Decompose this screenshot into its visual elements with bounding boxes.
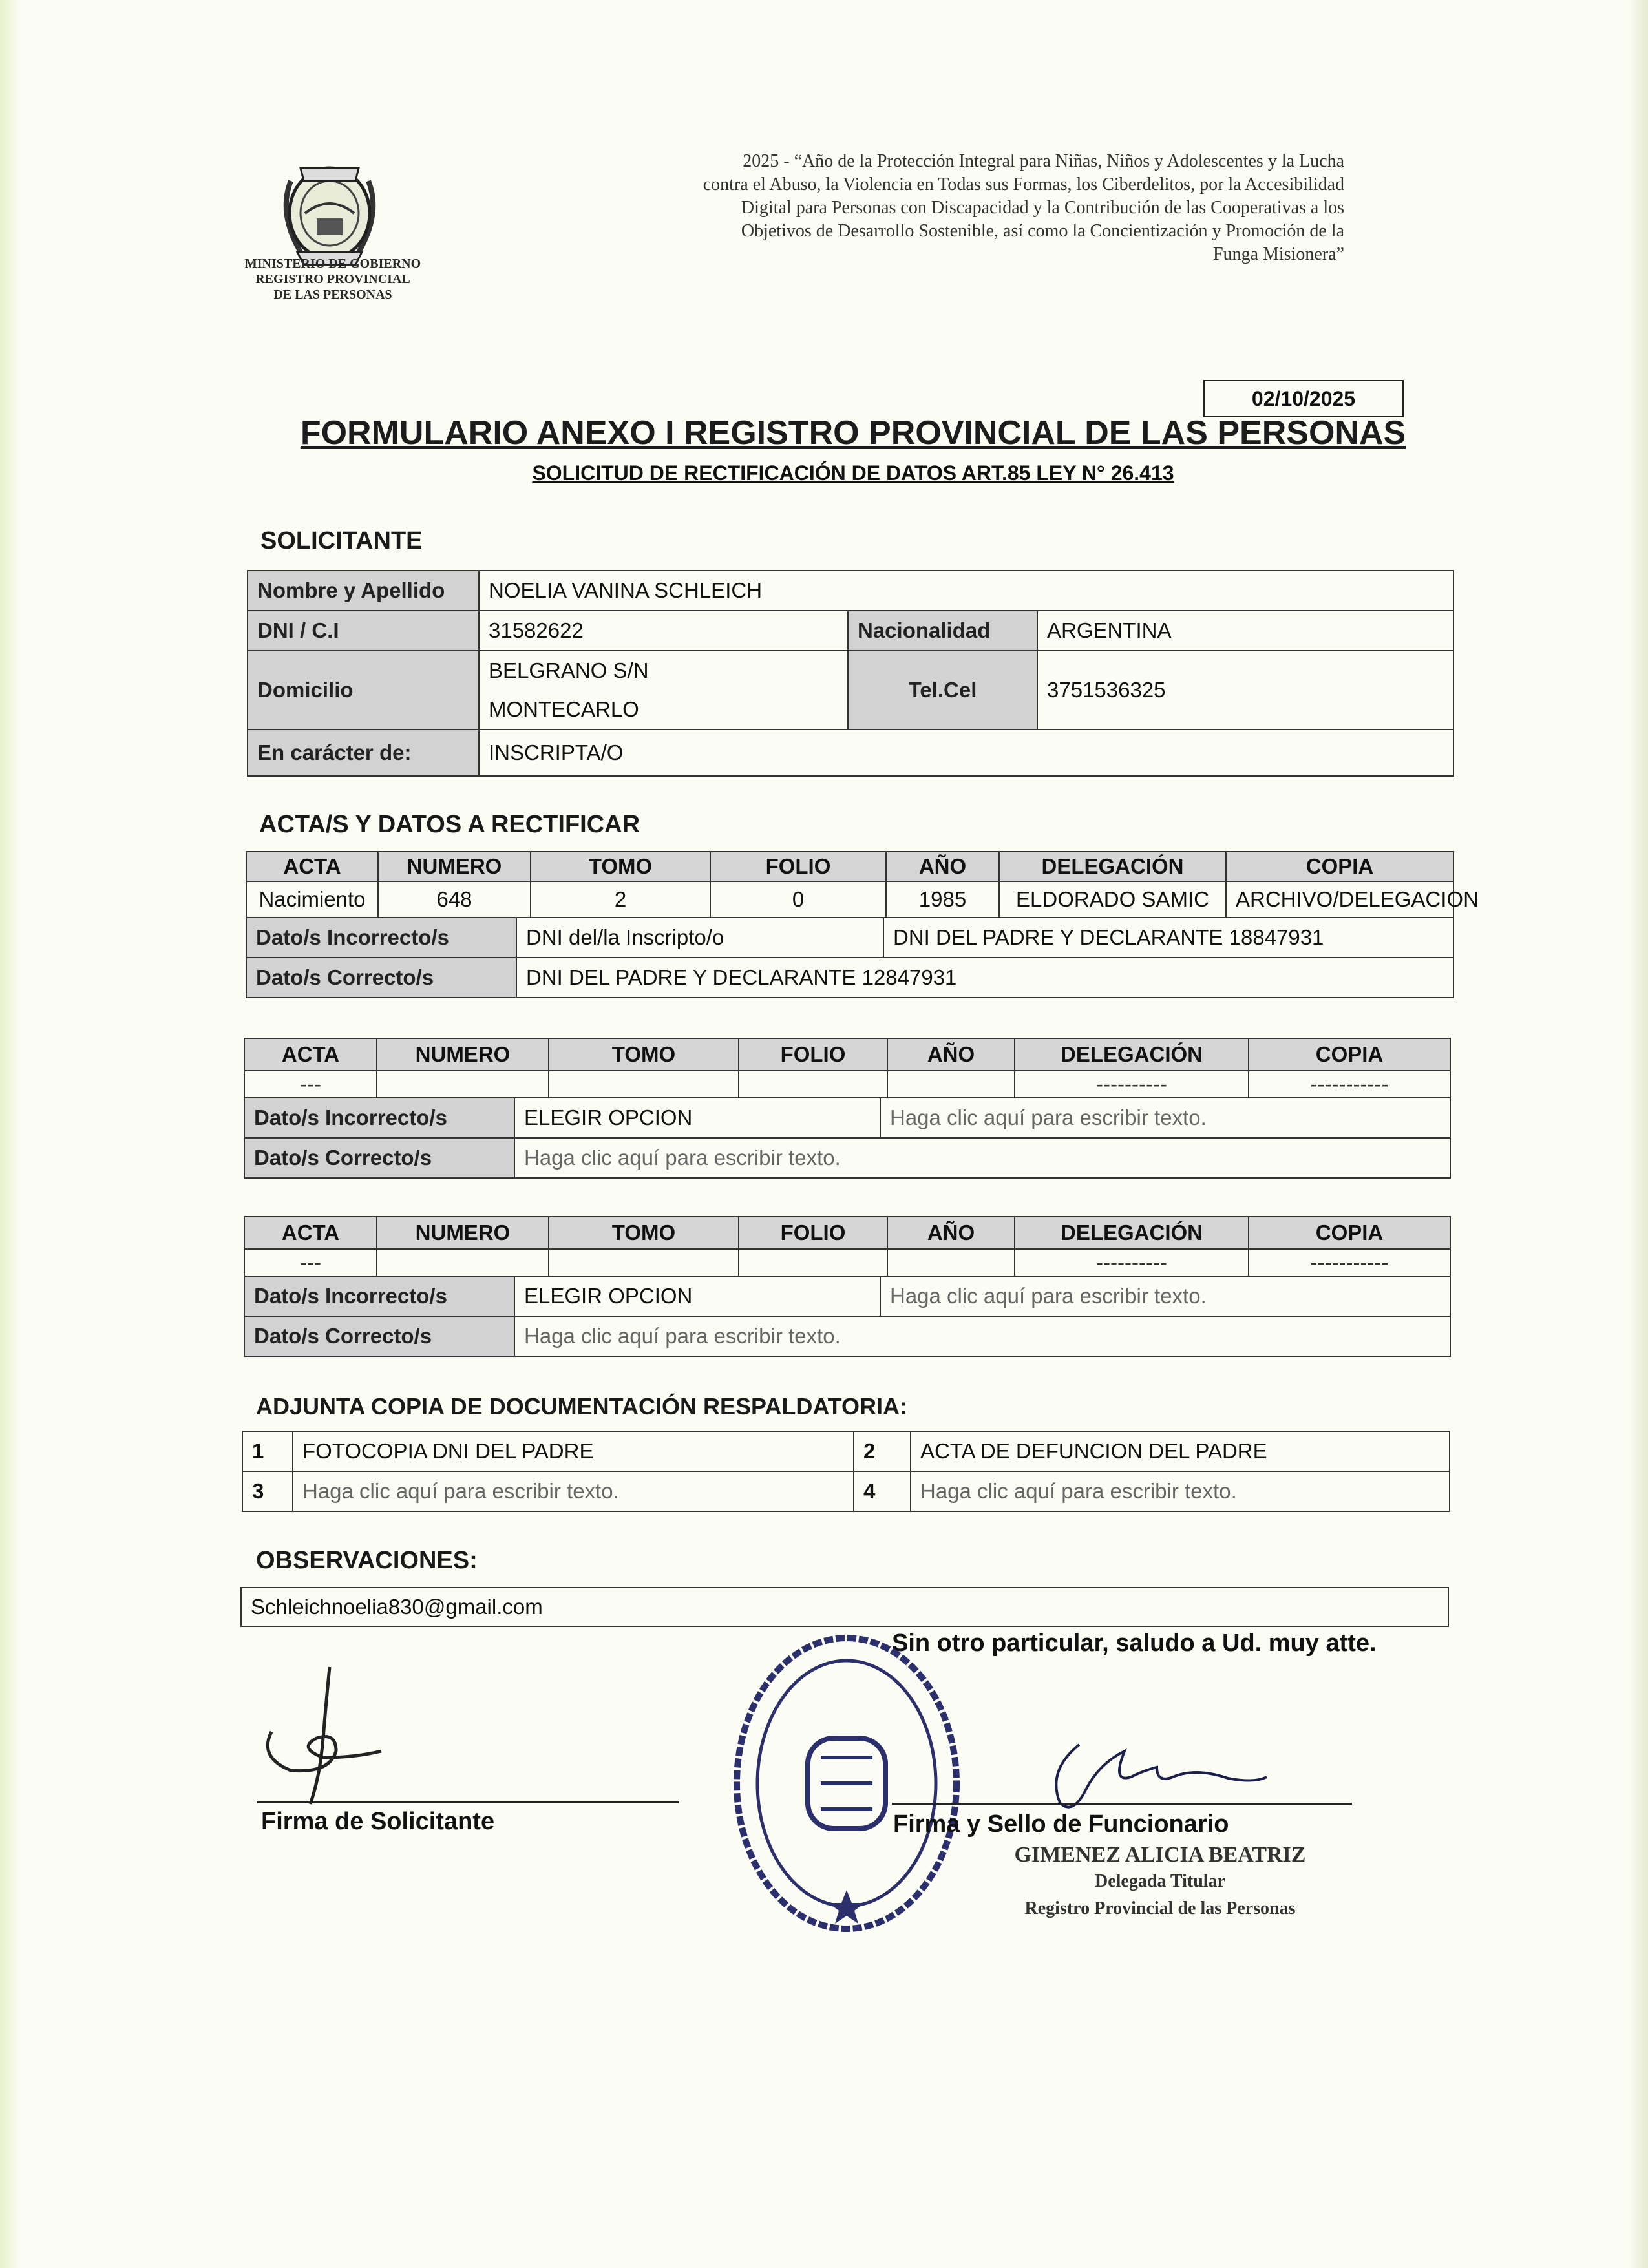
observaciones-table — [240, 1587, 1449, 1627]
misiones-seal-icon — [265, 142, 394, 271]
official-signature-label: Firma y Sello de Funcionario — [893, 1811, 1229, 1838]
adjuntos-table — [242, 1431, 1450, 1512]
official-signature-line — [892, 1803, 1352, 1805]
correct-label: Dato/s Correcto/s — [246, 958, 516, 998]
tomo-field[interactable]: 2 — [531, 881, 710, 918]
anio-field[interactable] — [887, 1249, 1015, 1276]
paper-edge-right — [1629, 0, 1648, 2268]
correct-text-field[interactable]: Haga clic aquí para escribir texto. — [514, 1316, 1450, 1356]
actas-title: ACTA/S Y DATOS A RECTIFICAR — [259, 811, 640, 838]
dni-field[interactable]: 31582622 — [479, 611, 848, 651]
address-line-1: BELGRANO S/N — [489, 658, 649, 682]
registry-name-2: DE LAS PERSONAS — [273, 288, 392, 302]
nationality-field[interactable]: ARGENTINA — [1037, 611, 1453, 651]
incorrect-text-field[interactable]: Haga clic aquí para escribir texto. — [880, 1098, 1450, 1138]
header-tomo: TOMO — [531, 852, 710, 881]
acta-block-3-data — [244, 1276, 1451, 1357]
acta-block-1 — [246, 851, 1479, 918]
copia-field[interactable]: ----------- — [1249, 1071, 1450, 1098]
acta-block-2-data — [244, 1097, 1451, 1179]
incorrect-option-select[interactable]: ELEGIR OPCION — [514, 1098, 880, 1138]
address-field[interactable] — [479, 651, 848, 730]
acta-block-1-data — [246, 917, 1454, 998]
header-folio: FOLIO — [739, 1217, 887, 1249]
header-numero: NUMERO — [378, 852, 531, 881]
solicitante-title: SOLICITANTE — [260, 527, 423, 554]
applicant-signature-line — [257, 1801, 679, 1803]
role-field[interactable]: INSCRIPTA/O — [479, 730, 1453, 776]
header-copia: COPIA — [1249, 1038, 1450, 1071]
header-tomo: TOMO — [549, 1217, 739, 1249]
header-numero: NUMERO — [377, 1038, 549, 1071]
solicitante-table — [247, 570, 1454, 777]
delegacion-field[interactable]: ELDORADO SAMIC — [999, 881, 1226, 918]
numero-field[interactable] — [377, 1249, 549, 1276]
dni-label: DNI / C.I — [248, 611, 479, 651]
nationality-label: Nacionalidad — [848, 611, 1037, 651]
incorrect-text-field[interactable]: Haga clic aquí para escribir texto. — [880, 1276, 1450, 1316]
paper-edge-left — [0, 0, 19, 2268]
name-field[interactable]: NOELIA VANINA SCHLEICH — [479, 571, 1453, 611]
correct-text-field[interactable]: DNI DEL PADRE Y DECLARANTE 12847931 — [516, 958, 1453, 998]
name-label: Nombre y Apellido — [248, 571, 479, 611]
observaciones-field[interactable]: Schleichnoelia830@gmail.com — [241, 1588, 1448, 1626]
adjunto-field[interactable]: FOTOCOPIA DNI DEL PADRE — [293, 1431, 854, 1471]
phone-field[interactable]: 3751536325 — [1037, 651, 1453, 730]
incorrect-label: Dato/s Incorrecto/s — [246, 918, 516, 958]
folio-field[interactable] — [739, 1249, 887, 1276]
address-line-2: MONTECARLO — [489, 697, 639, 721]
adjunto-number: 4 — [854, 1471, 911, 1511]
incorrect-text-field[interactable]: DNI DEL PADRE Y DECLARANTE 18847931 — [883, 918, 1453, 958]
adjunto-number: 3 — [242, 1471, 293, 1511]
official-name: GIMENEZ ALICIA BEATRIZ — [1014, 1843, 1306, 1867]
header-acta: ACTA — [244, 1038, 377, 1071]
ministry-block — [220, 256, 446, 302]
correct-label: Dato/s Correcto/s — [244, 1138, 514, 1178]
applicant-signature-label: Firma de Solicitante — [261, 1808, 495, 1835]
header-copia: COPIA — [1226, 852, 1453, 881]
ministry-name: MINISTERIO DE GOBIERNO — [244, 257, 421, 271]
header-numero: NUMERO — [377, 1217, 549, 1249]
delegacion-field[interactable]: ---------- — [1015, 1249, 1249, 1276]
registry-name: REGISTRO PROVINCIAL — [255, 272, 410, 286]
adjuntos-title: ADJUNTA COPIA DE DOCUMENTACIÓN RESPALDATORIA: — [256, 1393, 907, 1420]
header-acta: ACTA — [246, 852, 378, 881]
correct-label: Dato/s Correcto/s — [244, 1316, 514, 1356]
acta-field[interactable]: --- — [244, 1071, 377, 1098]
tomo-field[interactable] — [549, 1071, 739, 1098]
adjunto-field[interactable]: ACTA DE DEFUNCION DEL PADRE — [911, 1431, 1450, 1471]
delegacion-field[interactable]: ---------- — [1015, 1071, 1249, 1098]
official-office: Registro Provincial de las Personas — [1024, 1898, 1296, 1918]
copia-field[interactable]: ARCHIVO/DELEGACION — [1226, 881, 1453, 918]
form-subtitle: SOLICITUD DE RECTIFICACIÓN DE DATOS ART.85 LEY N° 26.413 — [532, 461, 1174, 485]
year-motto: 2025 - “Año de la Protección Integral para Niñas, Niños y Adolescentes y la Lucha contra el Abuso, la Violencia en Todas sus Formas, los Ciberdelitos, por la Accesibilidad Digital para Personas con Discapacidad y la Contribución de las Cooperativas a los Objetivos de Desarrollo Sostenible, así como la Concientización y Promoción de la Funga Misionera” — [703, 151, 1344, 264]
anio-field[interactable]: 1985 — [886, 881, 999, 918]
official-signature-icon — [1034, 1732, 1280, 1822]
folio-field[interactable] — [739, 1071, 887, 1098]
header-copia: COPIA — [1249, 1217, 1450, 1249]
acta-field[interactable]: --- — [244, 1249, 377, 1276]
incorrect-option-select[interactable]: DNI del/la Inscripto/o — [516, 918, 883, 958]
copia-field[interactable]: ----------- — [1249, 1249, 1450, 1276]
observaciones-title: OBSERVACIONES: — [256, 1547, 478, 1574]
adjunto-number: 1 — [242, 1431, 293, 1471]
numero-field[interactable]: 648 — [378, 881, 531, 918]
form-title: FORMULARIO ANEXO I REGISTRO PROVINCIAL DE LAS PERSONAS — [300, 414, 1406, 452]
header-anio: AÑO — [887, 1217, 1015, 1249]
folio-field[interactable]: 0 — [710, 881, 886, 918]
adjunto-field[interactable]: Haga clic aquí para escribir texto. — [293, 1471, 854, 1511]
header-anio: AÑO — [887, 1038, 1015, 1071]
adjunto-number: 2 — [854, 1431, 911, 1471]
header-acta: ACTA — [244, 1217, 377, 1249]
incorrect-label: Dato/s Incorrecto/s — [244, 1276, 514, 1316]
form-date: 02/10/2025 — [1203, 380, 1404, 417]
anio-field[interactable] — [887, 1071, 1015, 1098]
tomo-field[interactable] — [549, 1249, 739, 1276]
header-anio: AÑO — [886, 852, 999, 881]
applicant-signature-icon — [252, 1661, 394, 1809]
header-delegacion: DELEGACIÓN — [1015, 1038, 1249, 1071]
header-delegacion: DELEGACIÓN — [999, 852, 1226, 881]
acta-block-2 — [244, 1038, 1451, 1098]
incorrect-label: Dato/s Incorrecto/s — [244, 1098, 514, 1138]
role-label: En carácter de: — [248, 730, 479, 776]
closing-text: Sin otro particular, saludo a Ud. muy atte. — [892, 1630, 1377, 1657]
registry-stamp-icon — [724, 1628, 969, 1938]
acta-field[interactable]: Nacimiento — [246, 881, 378, 918]
numero-field[interactable] — [377, 1071, 549, 1098]
address-label: Domicilio — [248, 651, 479, 730]
header-folio: FOLIO — [710, 852, 886, 881]
acta-block-3 — [244, 1216, 1451, 1277]
official-title: Delegada Titular — [1095, 1871, 1225, 1891]
correct-text-field[interactable]: Haga clic aquí para escribir texto. — [514, 1138, 1450, 1178]
header-tomo: TOMO — [549, 1038, 739, 1071]
header-folio: FOLIO — [739, 1038, 887, 1071]
incorrect-option-select[interactable]: ELEGIR OPCION — [514, 1276, 880, 1316]
phone-label: Tel.Cel — [848, 651, 1037, 730]
adjunto-field[interactable]: Haga clic aquí para escribir texto. — [911, 1471, 1450, 1511]
header-delegacion: DELEGACIÓN — [1015, 1217, 1249, 1249]
